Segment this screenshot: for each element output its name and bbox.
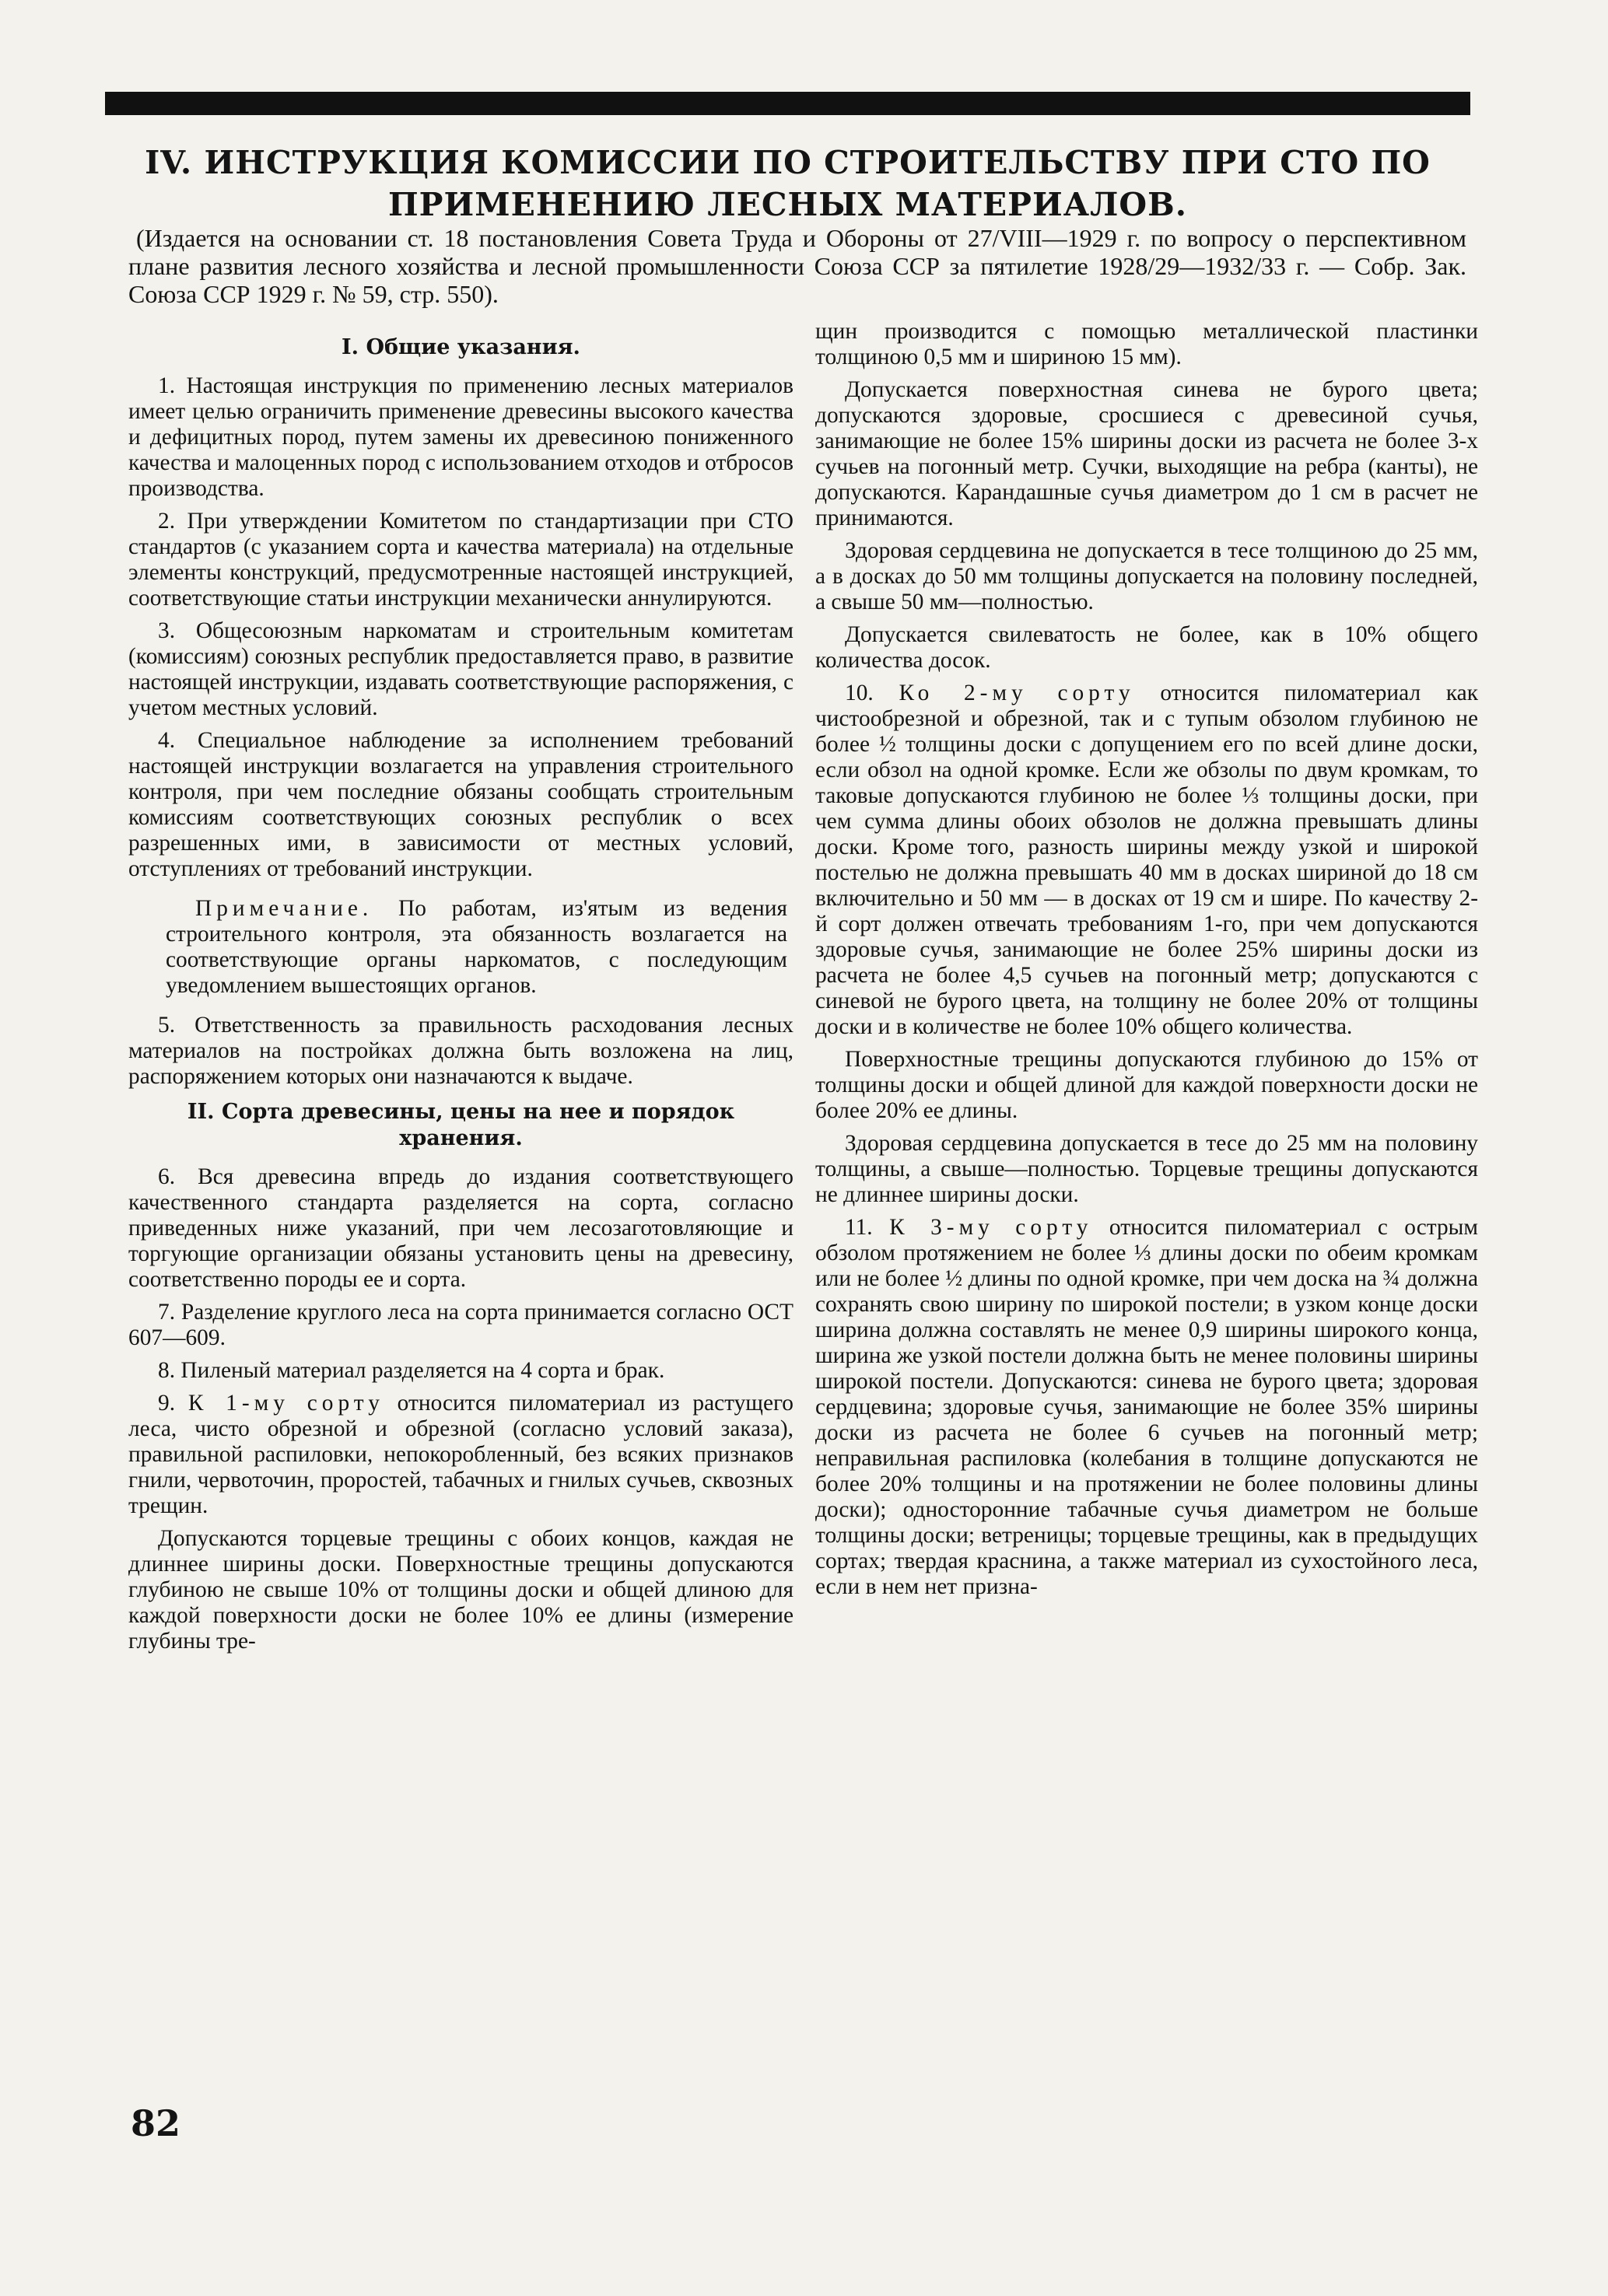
grade-2-heartwood: Здоровая сердцевина допускается в тесе до 25 мм на половину толщины, а свыше—полностью. Торцевые трещины допускаются не длиннее ширины доски.	[815, 1131, 1478, 1207]
paragraph-11-number: 11.	[845, 1215, 890, 1240]
paragraph-5: 5. Ответственность за правильность расходования лесных материалов на постройках должна быть возложена на лиц, распоряжением которых они назначаются к выдаче.	[128, 1013, 793, 1089]
paragraph-9-continued: Допускаются торцевые трещины с обоих концов, каждая не длиннее ширины доски. Поверхностные трещины допускаются глубиною не свыше 10% от толщины доски и общей длиною для каждой поверхности доски не более 10% ее длины (измерение глубины тре-	[128, 1526, 793, 1654]
grade-2-surface-cracks: Поверхностные трещины допускаются глубиною до 15% от толщины доски и общей длиной для каждой поверхности доски не более 20% ее длины.	[815, 1047, 1478, 1123]
paragraph-9-text: относится пиломатериал из растущего леса, чисто обрезной и обрезной (согласно условий заказа), правильной распиловки, непокоробленный, без всяких признаков гнили, червоточин, проростей, табачных и гнилых сучьев, сквозных трещин.	[128, 1391, 794, 1518]
paragraph-10-number: 10.	[845, 681, 899, 705]
paragraph-1: 1. Настоящая инструкция по применению лесных материалов имеет целью ограничить применение древесины высокого качества и дефицитных пород, путем замены их древесиною пониженного качества и малоценных пород с использованием отходов и отбросов производства.	[128, 373, 793, 501]
note-label: Примечание.	[195, 896, 373, 921]
section-heading-general: I. Общие указания.	[342, 335, 580, 359]
left-column	[128, 325, 793, 1661]
paragraph-9	[128, 1391, 793, 1519]
paragraph-8: 8. Пиленый материал разделяется на 4 сорта и брак.	[158, 1358, 665, 1383]
grade-1-surface-blue: Допускается поверхностная синева не бурого цвета; допускаются здоровые, сросшиеся с древесиной сучья, занимающие не более 15% ширины доски из расчета не более 3-х сучьев на погонный метр. Сучки, выходящие на ребра (канты), не допускаются. Карандашные сучья диаметром до 1 см в расчет не принимаются.	[815, 377, 1478, 530]
paragraph-9-tail: щин производится с помощью металлической пластинки толщиною 0,5 мм и шириною 15 мм).	[815, 319, 1478, 369]
grade-1-heartwood: Здоровая сердцевина не допускается в тесе толщиною до 25 мм, а в досках до 50 мм толщины допускается на половину последней, а свыше 50 мм—полностью.	[815, 538, 1478, 614]
paragraph-7: 7. Разделение круглого леса на сорта принимается согласно ОСТ 607—609.	[128, 1300, 793, 1350]
paragraph-10	[815, 681, 1478, 1040]
page-title: IV. ИНСТРУКЦИЯ КОМИССИИ ПО СТРОИТЕЛЬСТВУ ПРИ СТО ПО ПРИМЕНЕНИЮ ЛЕСНЫХ МАТЕРИАЛОВ.	[145, 144, 1431, 223]
paragraph-10-text: относится пиломатериал как чистообрезной и обрезной, так и с тупым обзолом глубиною не более ½ толщины доски с допущением его по всей длине доски, если обзол на одной кромке. Если же обзолы по двум кромкам, то таковые допускаются глубиною не более ⅓ толщины доски, при чем сумма длины обоих обзолов не должна превышать длины доски. Кроме того, разность ширины между узкой и широкой постелью не должна превышать 40 мм в досках шириной до 18 см включительно и 50 мм — в досках от 19 см и шире. По качеству 2-й сорт должен отвечать требованиям 1-го, при чем допускаются здоровые сучья, занимающие не более 25% ширины доски из расчета не более 4,5 сучьев на погонный метр; допускаются с синевой не бурого цвета, на толщину не более 20% от толщины доски и в количестве не более 10% общего количества.	[815, 681, 1478, 1039]
top-rule	[105, 92, 1470, 115]
grade-3-label: К 3-му сорту	[889, 1215, 1093, 1240]
paragraph-2: 2. При утверждении Комитетом по стандартизации при СТО стандартов (с указанием сорта и качества материала) на отдельные элементы конструкций, предусмотренные настоящей инструкцией, соответствующие статьи инструкции механически аннулируются.	[128, 509, 793, 611]
paragraph-11	[815, 1215, 1478, 1600]
note	[166, 896, 787, 999]
page-number: 82	[131, 2102, 181, 2144]
paragraph-9-number: 9.	[158, 1391, 188, 1416]
paragraph-11-text: относится пиломатериал с острым обзолом протяжением не более ⅓ длины доски по обеим кромкам или не более ½ длины по одной кромке, при чем доска на ¾ должна сохранять свою ширину по широкой постели; в узком конце доски ширина должна составлять не менее 0,9 ширины широкого конца, ширина же узкой постели должна быть не менее половины ширины широкой постели. Допускаются: синева не бурого цвета; здоровая сердцевина; здоровые сучья, занимающие не более 35% ширины доски из расчета не более 6 сучьев на погонный метр; неправильная распиловка (колебания в толщине допускаются не более 20% толщины и на протяжении не более половины длины доски); односторонние табачные сучья диаметром не больше толщины доски; ветреницы; торцевые трещины, как в предыдущих сортах; твердая краснина, а также материал из сухостойного леса, если в нем нет призна-	[815, 1215, 1479, 1599]
grade-1-twisted-grain: Допускается свилеватость не более, как в 10% общего количества досок.	[815, 622, 1478, 673]
grade-2-label: Ко 2-му сорту	[899, 681, 1135, 705]
section-heading-grades: II. Сорта древесины, цены на нее и порядок хранения.	[187, 1100, 735, 1150]
paragraph-3: 3. Общесоюзным наркоматам и строительным комитетам (комиссиям) союзных республик предоставляется право, в развитие настоящей инструкции, издавать соответствующие распоряжения, с учетом местных условий.	[128, 618, 793, 720]
paragraph-6: 6. Вся древесина впредь до издания соответствующего качественного стандарта разделяется на сорта, согласно приведенных ниже указаний, при чем лесозаготовляющие и торгующие организации обязаны установить цены на древесину, соответственно породы ее и сорта.	[128, 1164, 793, 1292]
grade-1-label: К 1-му сорту	[187, 1391, 384, 1416]
publication-note: (Издается на основании ст. 18 постановления Совета Труда и Обороны от 27/VIII—1929 г. по вопросу о перспективном плане развития лесного хозяйства и лесной промышленности Союза ССР за пятилетие 1928/29—1932/33 г. — Собр. Зак. Союза ССР 1929 г. № 59, стр. 550).	[128, 224, 1466, 308]
note-text: По работам, из'ятым из ведения строительного контроля, эта обязанность возлагается на соответствующие органы наркоматов, с последующим уведомлением вышестоящих органов.	[166, 896, 787, 998]
right-column	[815, 319, 1478, 1607]
paragraph-4: 4. Специальное наблюдение за исполнением требований настоящей инструкции возлагается на управления строительного контроля, при чем последние обязаны сообщать строительным комиссиям соответствующих союзных республик о всех разрешенных ими, в зависимости от местных условий, отступлениях от требований инструкции.	[128, 728, 793, 881]
